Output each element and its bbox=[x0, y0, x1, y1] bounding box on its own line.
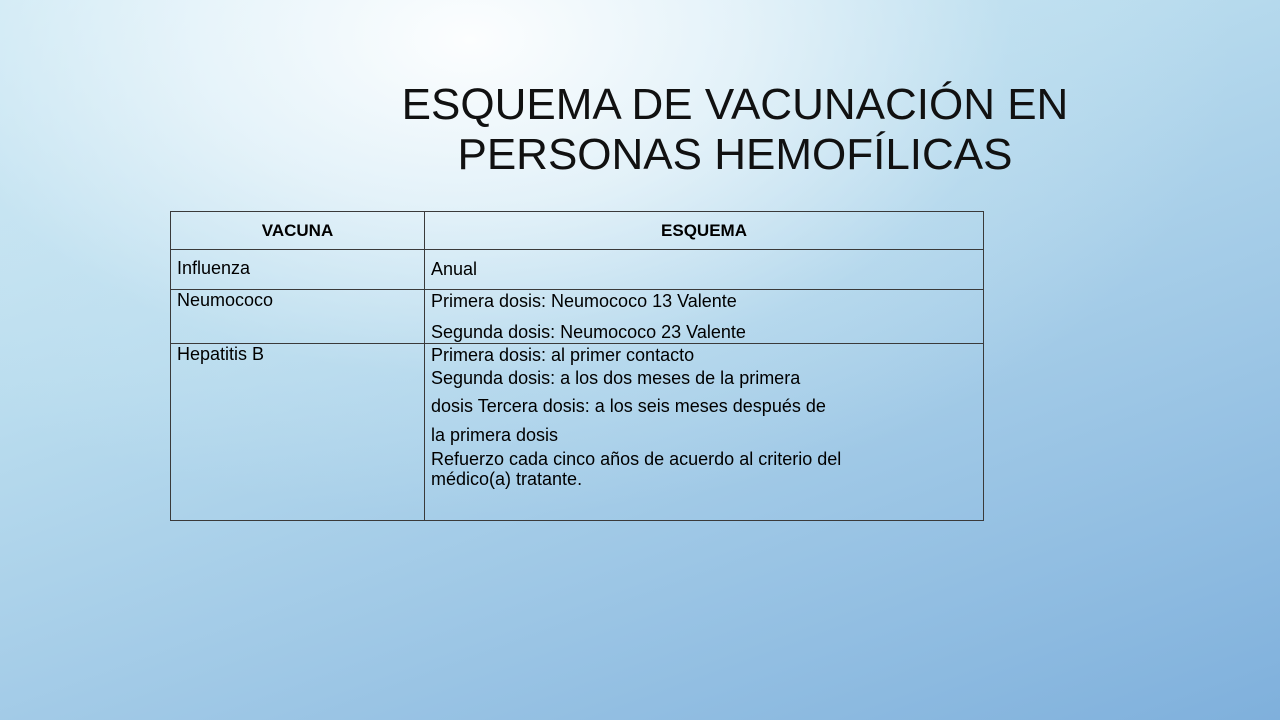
scheme-cell bbox=[425, 250, 984, 290]
scheme-line: dosis Tercera dosis: a los seis meses después de bbox=[431, 396, 826, 416]
table-row bbox=[171, 344, 984, 521]
vaccination-schedule-table bbox=[170, 211, 984, 521]
scheme-line: Anual bbox=[431, 259, 478, 279]
slide-title-line-1: ESQUEMA DE VACUNACIÓN EN bbox=[401, 80, 1069, 129]
vaccine-cell: Neumococo bbox=[171, 290, 425, 344]
scheme-line: Refuerzo cada cinco años de acuerdo al criterio del bbox=[431, 449, 842, 469]
vaccine-cell: Hepatitis B bbox=[171, 344, 425, 521]
slide-title bbox=[330, 80, 1140, 180]
header-esquema: ESQUEMA bbox=[425, 212, 984, 250]
scheme-cell bbox=[425, 290, 984, 344]
scheme-line: Primera dosis: al primer contacto bbox=[431, 345, 695, 365]
scheme-line: la primera dosis bbox=[431, 425, 559, 445]
scheme-line: Segunda dosis: Neumococo 23 Valente bbox=[431, 322, 746, 342]
scheme-cell bbox=[425, 344, 984, 521]
vaccine-cell: Influenza bbox=[171, 250, 425, 290]
table-row bbox=[171, 250, 984, 290]
scheme-line: médico(a) tratante. bbox=[431, 469, 583, 489]
scheme-line: Primera dosis: Neumococo 13 Valente bbox=[431, 291, 737, 311]
table-header-row bbox=[171, 212, 984, 250]
slide-title-line-2: PERSONAS HEMOFÍLICAS bbox=[457, 130, 1013, 179]
header-vacuna: VACUNA bbox=[171, 212, 425, 250]
table-row bbox=[171, 290, 984, 344]
scheme-line: Segunda dosis: a los dos meses de la primera bbox=[431, 368, 801, 388]
